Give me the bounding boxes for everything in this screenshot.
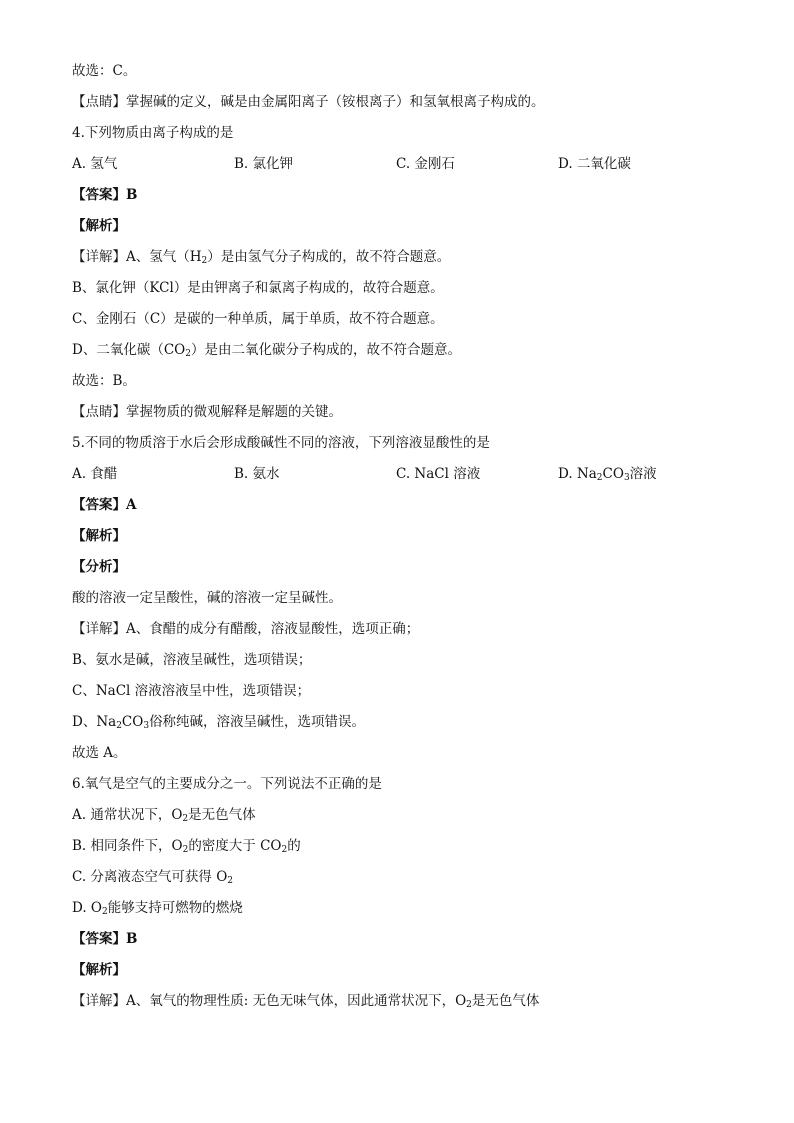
text-span: D. Na bbox=[558, 466, 597, 482]
text-line bbox=[72, 992, 539, 1010]
text-line: 故选 A。 bbox=[72, 745, 127, 761]
text-line bbox=[72, 248, 450, 266]
answer-line: 【答案】A bbox=[72, 497, 137, 513]
subscript: 2 bbox=[466, 1000, 472, 1010]
text-line bbox=[72, 341, 461, 359]
subscript: 3 bbox=[623, 473, 630, 483]
text-span: 俗称纯碱，溶液呈碱性，选项错误。 bbox=[149, 714, 366, 730]
text-span: 溶液 bbox=[629, 466, 657, 482]
analysis-heading: 【解析】 bbox=[72, 962, 126, 978]
option-b bbox=[72, 837, 301, 855]
option-b: B. 氨水 bbox=[234, 466, 280, 482]
analysis-heading: 【解析】 bbox=[72, 218, 126, 234]
text-span: ）是由氢气分子构成的，故不符合题意。 bbox=[207, 249, 451, 265]
subscript: 2 bbox=[201, 256, 208, 266]
option-d bbox=[72, 899, 243, 917]
text-span: CO bbox=[121, 714, 144, 730]
text-span: CO bbox=[602, 466, 624, 482]
answer-line: 【答案】B bbox=[72, 187, 138, 203]
option-b: B. 氯化钾 bbox=[234, 156, 294, 172]
subscript: 2 bbox=[281, 845, 288, 855]
text-span: 能够支持可燃物的燃烧 bbox=[107, 900, 243, 916]
option-a bbox=[72, 806, 256, 824]
question-stem: 5.不同的物质溶于水后会形成酸碱性不同的溶液，下列溶液显酸性的是 bbox=[72, 435, 490, 451]
text-span: 的密度大于 CO bbox=[188, 838, 282, 854]
subscript: 2 bbox=[182, 845, 189, 855]
text-span: B. 相同条件下，O bbox=[72, 838, 183, 854]
text-span: 【详解】A、氧气的物理性质: 无色无味气体，因此通常状况下，O bbox=[72, 993, 467, 1009]
option-c: C. NaCl 溶液 bbox=[396, 466, 481, 482]
text-line: 【详解】A、食醋的成分有醋酸，溶液显酸性，选项正确； bbox=[72, 621, 420, 637]
text-span: D、Na bbox=[72, 714, 117, 730]
option-d: D. 二氧化碳 bbox=[558, 156, 631, 172]
text-span: 的 bbox=[287, 838, 301, 854]
text-line: 酸的溶液一定呈酸性，碱的溶液一定呈碱性。 bbox=[72, 590, 342, 606]
text-line: C、NaCl 溶液溶液呈中性，选项错误； bbox=[72, 683, 311, 699]
text-line: C、金刚石（C）是碳的一种单质，属于单质，故不符合题意。 bbox=[72, 311, 444, 327]
text-line: B、氨水是碱，溶液呈碱性，选项错误； bbox=[72, 652, 312, 668]
question-stem: 6.氧气是空气的主要成分之一。下列说法不正确的是 bbox=[72, 776, 382, 792]
text-span: C. 分离液态空气可获得 O bbox=[72, 869, 228, 885]
answer-line: 【答案】B bbox=[72, 931, 138, 947]
option-a: A. 氢气 bbox=[72, 156, 118, 172]
option-c: C. 金刚石 bbox=[396, 156, 455, 172]
text-line: 【点睛】掌握碱的定义，碱是由金属阳离子（铵根离子）和氢氧根离子构成的。 bbox=[72, 94, 545, 110]
subscript: 2 bbox=[102, 907, 108, 917]
text-line: 【点睛】掌握物质的微观解释是解题的关键。 bbox=[72, 404, 342, 420]
text-span: A. 通常状况下，O bbox=[72, 807, 183, 823]
option-c bbox=[72, 868, 233, 886]
text-line bbox=[72, 713, 365, 731]
subscript: 2 bbox=[185, 349, 191, 359]
subscript: 2 bbox=[596, 473, 603, 483]
analysis-heading: 【解析】 bbox=[72, 528, 126, 544]
text-span: D. O bbox=[72, 900, 102, 916]
text-line: B、氯化钾（KCl）是由钾离子和氯离子构成的，故符合题意。 bbox=[72, 280, 444, 296]
subscript: 2 bbox=[116, 721, 122, 731]
option-a: A. 食醋 bbox=[72, 466, 118, 482]
text-span: 是无色气体 bbox=[188, 807, 256, 823]
text-line: 故选：B。 bbox=[72, 373, 136, 389]
text-span: ）是由二氧化碳分子构成的，故不符合题意。 bbox=[190, 342, 461, 358]
text-span: D、二氧化碳（CO bbox=[72, 342, 186, 358]
question-stem: 4.下列物质由离子构成的是 bbox=[72, 125, 234, 141]
subscript: 2 bbox=[182, 814, 189, 824]
text-span: 是无色气体 bbox=[471, 993, 540, 1009]
subscript: 3 bbox=[143, 721, 150, 731]
fenxi-heading: 【分析】 bbox=[72, 559, 126, 575]
text-line: 故选：C。 bbox=[72, 63, 137, 79]
text-span: 【详解】A、氢气（H bbox=[72, 249, 202, 265]
subscript: 2 bbox=[227, 876, 234, 886]
option-d bbox=[558, 465, 657, 483]
